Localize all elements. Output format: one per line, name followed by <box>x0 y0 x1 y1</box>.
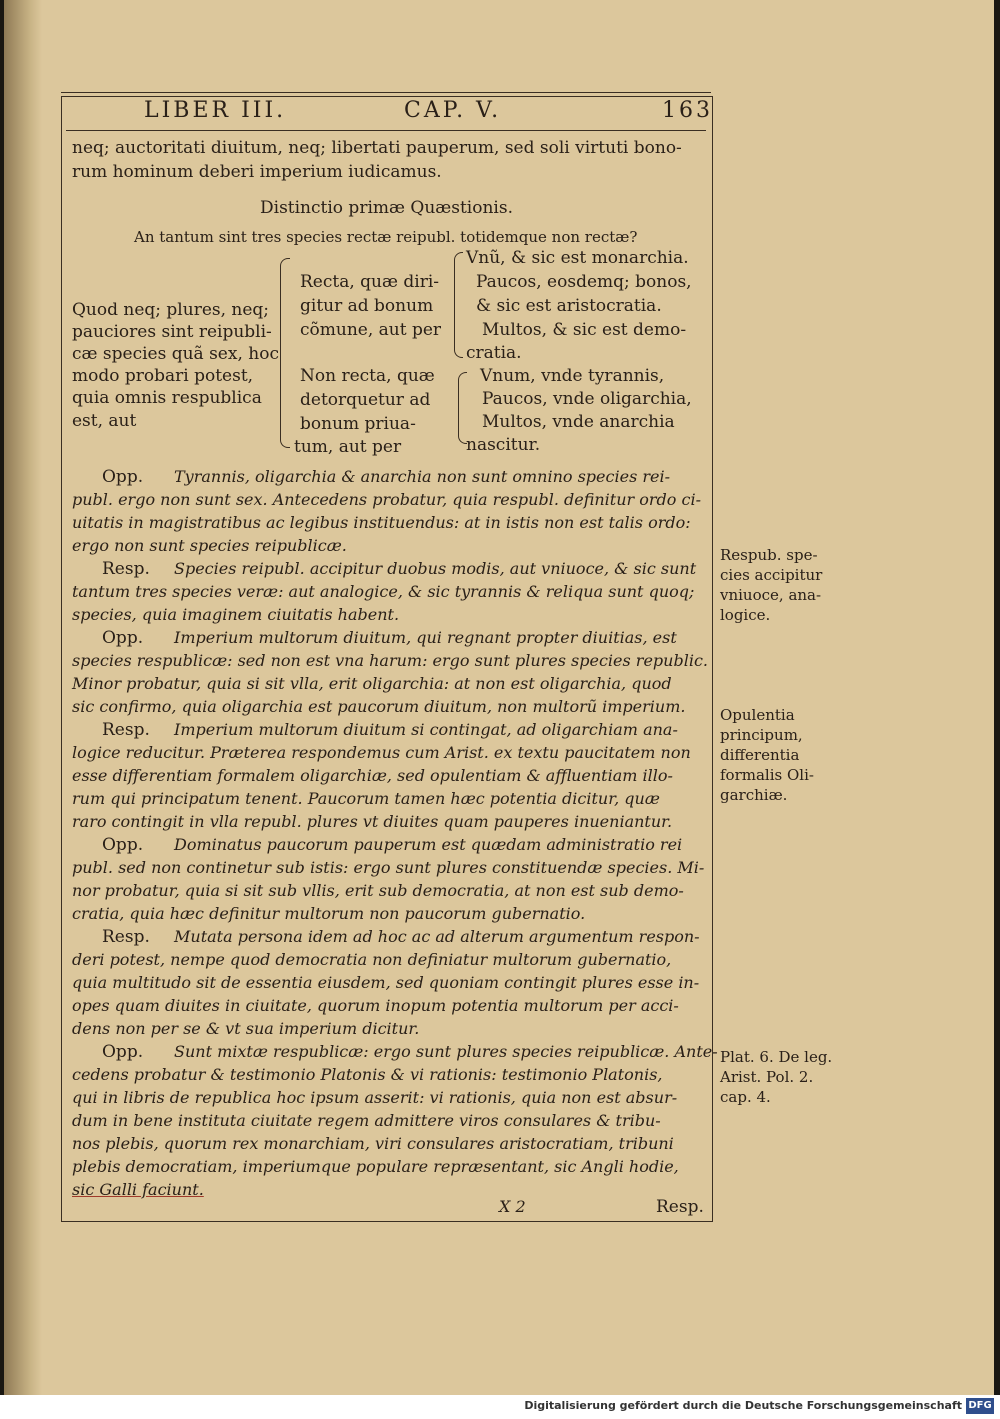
frame-top-rule <box>61 92 711 94</box>
text-line: cedens probatur & testimonio Platonis & vi rationis: testimonio Platonis, <box>72 1065 663 1084</box>
page-number: 163 <box>662 98 713 123</box>
text-line: dum in bene instituta ciuitate regem admittere viros consulares & tribu- <box>72 1111 661 1130</box>
diagram-root-line: modo probari potest, <box>72 366 254 386</box>
book-page <box>4 0 994 1395</box>
text-line: ergo non sunt species reipublicæ. <box>72 536 347 555</box>
text-line: Imperium multorum diuitum, qui regnant propter diuitias, est <box>174 628 677 647</box>
margin-note-line: garchiæ. <box>720 786 788 804</box>
text-line: tantum tres species veræ: aut analogice, & sic tyrannis & reliqua sunt quoq; <box>72 582 695 601</box>
margin-note-line: logice. <box>720 606 771 624</box>
nonrecta-brace <box>458 372 467 444</box>
paragraph-label: Opp. <box>102 835 144 855</box>
margin-note-line: formalis Oli- <box>720 766 814 784</box>
margin-note-line: Respub. spe- <box>720 546 818 564</box>
text-line: sic Galli faciunt. <box>72 1180 204 1199</box>
text-line: logice reducitur. Præterea respondemus cum Arist. ex textu paucitatem non <box>72 743 691 762</box>
margin-note <box>720 705 830 805</box>
paragraph-label: Opp. <box>102 1042 144 1062</box>
paragraph-label: Opp. <box>102 628 144 648</box>
signature-mark: X 2 <box>499 1197 526 1216</box>
text-line: raro contingit in vlla republ. plures vt diuites quam pauperes inueniantur. <box>72 812 673 831</box>
margin-note-line: cap. 4. <box>720 1088 771 1106</box>
nonrecta-line: detorquetur ad <box>300 390 431 410</box>
paragraph-label: Resp. <box>102 559 150 579</box>
text-line: publ. ergo non sunt sex. Antecedens probatur, quia respubl. definitur ordo ci- <box>72 490 701 509</box>
margin-note <box>720 545 830 625</box>
nonrecta-leaf: Paucos, vnde oligarchia, <box>482 389 692 409</box>
recta-line: Recta, quæ diri- <box>300 272 439 292</box>
text-line: Mutata persona idem ad hoc ac ad alterum argumentum respon- <box>174 927 700 946</box>
text-line: Sunt mixtæ respublicæ: ergo sunt plures species reipublicæ. Ante- <box>174 1042 718 1061</box>
margin-note-line: cies accipitur <box>720 566 823 584</box>
margin-note-line: differentia <box>720 746 800 764</box>
text-line: Tyrannis, oligarchia & anarchia non sunt omnino species rei- <box>174 467 670 486</box>
text-line: neq; auctoritati diuitum, neq; libertati pauperum, sed soli virtuti bono- <box>72 138 682 158</box>
text-line: esse differentiam formalem oligarchiæ, sed opulentiam & affluentiam illo- <box>72 766 673 785</box>
recta-line: cõmune, aut per <box>300 320 442 340</box>
main-brace <box>280 258 290 448</box>
diagram-root-line: pauciores sint reipubli- <box>72 322 272 342</box>
recta-brace <box>454 252 463 358</box>
text-line: species, quia imaginem ciuitatis habent. <box>72 605 400 624</box>
text-line: rum hominum deberi imperium iudicamus. <box>72 162 442 182</box>
text-line: nos plebis, quorum rex monarchiam, viri consulares aristocratiam, tribuni <box>72 1134 674 1153</box>
paragraph-label: Resp. <box>102 720 150 740</box>
recta-leaf: cratia. <box>466 343 522 363</box>
margin-note-line: vniuoce, ana- <box>720 586 822 604</box>
text-line: cratia, quia hæc definitur multorum non paucorum gubernatio. <box>72 904 586 923</box>
nonrecta-leaf: Multos, vnde anarchia <box>482 412 675 432</box>
text-line: Dominatus paucorum pauperum est quædam administratio rei <box>174 835 683 854</box>
recta-leaf: Vnũ, & sic est monarchia. <box>466 248 689 268</box>
question-line: An tantum sint tres species rectæ reipubl. totidemque non rectæ? <box>134 228 638 246</box>
text-line: species respublicæ: sed non est vna harum: ergo sunt plures species republic. <box>72 651 708 670</box>
dfg-logo-icon: DFG <box>966 1398 994 1414</box>
margin-note-line: Plat. 6. De leg. <box>720 1048 833 1066</box>
text-line: opes quam diuites in ciuitate, quorum inopum potentia multorum per acci- <box>72 996 679 1015</box>
paragraph-label: Resp. <box>102 927 150 947</box>
text-line: rum qui principatum tenent. Paucorum tamen hæc potentia dicitur, quæ <box>72 789 660 808</box>
text-line: plebis democratiam, imperiumque populare repræsentant, sic Angli hodie, <box>72 1157 679 1176</box>
recta-leaf: Multos, & sic est demo- <box>482 320 687 340</box>
header-chapter: CAP. V. <box>404 98 502 123</box>
diagram-root-line: cæ species quã sex, hoc <box>72 344 279 364</box>
margin-note-line: Arist. Pol. 2. <box>720 1068 814 1086</box>
running-header <box>74 96 713 130</box>
recta-leaf: Paucos, eosdemq; bonos, <box>476 272 692 292</box>
header-book: LIBER III. <box>144 98 287 123</box>
diagram-root-line: Quod neq; plures, neq; <box>72 300 270 320</box>
text-line: dens non per se & vt sua imperium dicitur. <box>72 1019 420 1038</box>
margin-note-line: principum, <box>720 726 803 744</box>
text-line: nor probatur, quia si sit sub vllis, erit sub democratia, at non est sub demo- <box>72 881 684 900</box>
text-line: qui in libris de republica hoc ipsum asserit: vi rationis, quia non est absur- <box>72 1088 678 1107</box>
text-line: deri potest, nempe quod democratia non definiatur multorum gubernatio, <box>72 950 672 969</box>
diagram-root-line: est, aut <box>72 411 137 431</box>
text-line: Imperium multorum diuitum si contingat, ad oligarchiam ana- <box>174 720 678 739</box>
catchword: Resp. <box>656 1197 704 1217</box>
footer-bar <box>0 1395 1000 1419</box>
text-line: Species reipubl. accipitur duobus modis, aut vniuoce, & sic sunt <box>174 559 697 578</box>
nonrecta-line: bonum priua- <box>300 414 416 434</box>
margin-note <box>720 1047 833 1107</box>
section-title: Distinctio primæ Quæstionis. <box>260 198 513 218</box>
recta-line: gitur ad bonum <box>300 296 434 316</box>
recta-leaf: & sic est aristocratia. <box>476 296 662 316</box>
footer-text: Digitalisierung gefördert durch die Deutsche Forschungsgemeinschaft <box>524 1399 962 1412</box>
text-line: Minor probatur, quia si sit vlla, erit oligarchia: at non est oligarchia, quod <box>72 674 672 693</box>
nonrecta-leaf: Vnum, vnde tyrannis, <box>480 366 665 386</box>
nonrecta-line: tum, aut per <box>294 437 402 457</box>
diagram-root-line: quia omnis respublica <box>72 388 262 408</box>
paragraph-label: Opp. <box>102 467 144 487</box>
margin-note-line: Opulentia <box>720 706 795 724</box>
nonrecta-line: Non recta, quæ <box>300 366 435 386</box>
header-rule <box>66 130 706 131</box>
text-line: uitatis in magistratibus ac legibus instituendus: at in istis non est talis ordo: <box>72 513 691 532</box>
text-line: publ. sed non continetur sub istis: ergo sunt plures constituendæ species. Mi- <box>72 858 705 877</box>
nonrecta-leaf: nascitur. <box>466 435 541 455</box>
text-line: quia multitudo sit de essentia eiusdem, sed quoniam contingit plures esse in- <box>72 973 700 992</box>
text-line: sic confirmo, quia oligarchia est paucorum diuitum, non multorũ imperium. <box>72 697 686 716</box>
